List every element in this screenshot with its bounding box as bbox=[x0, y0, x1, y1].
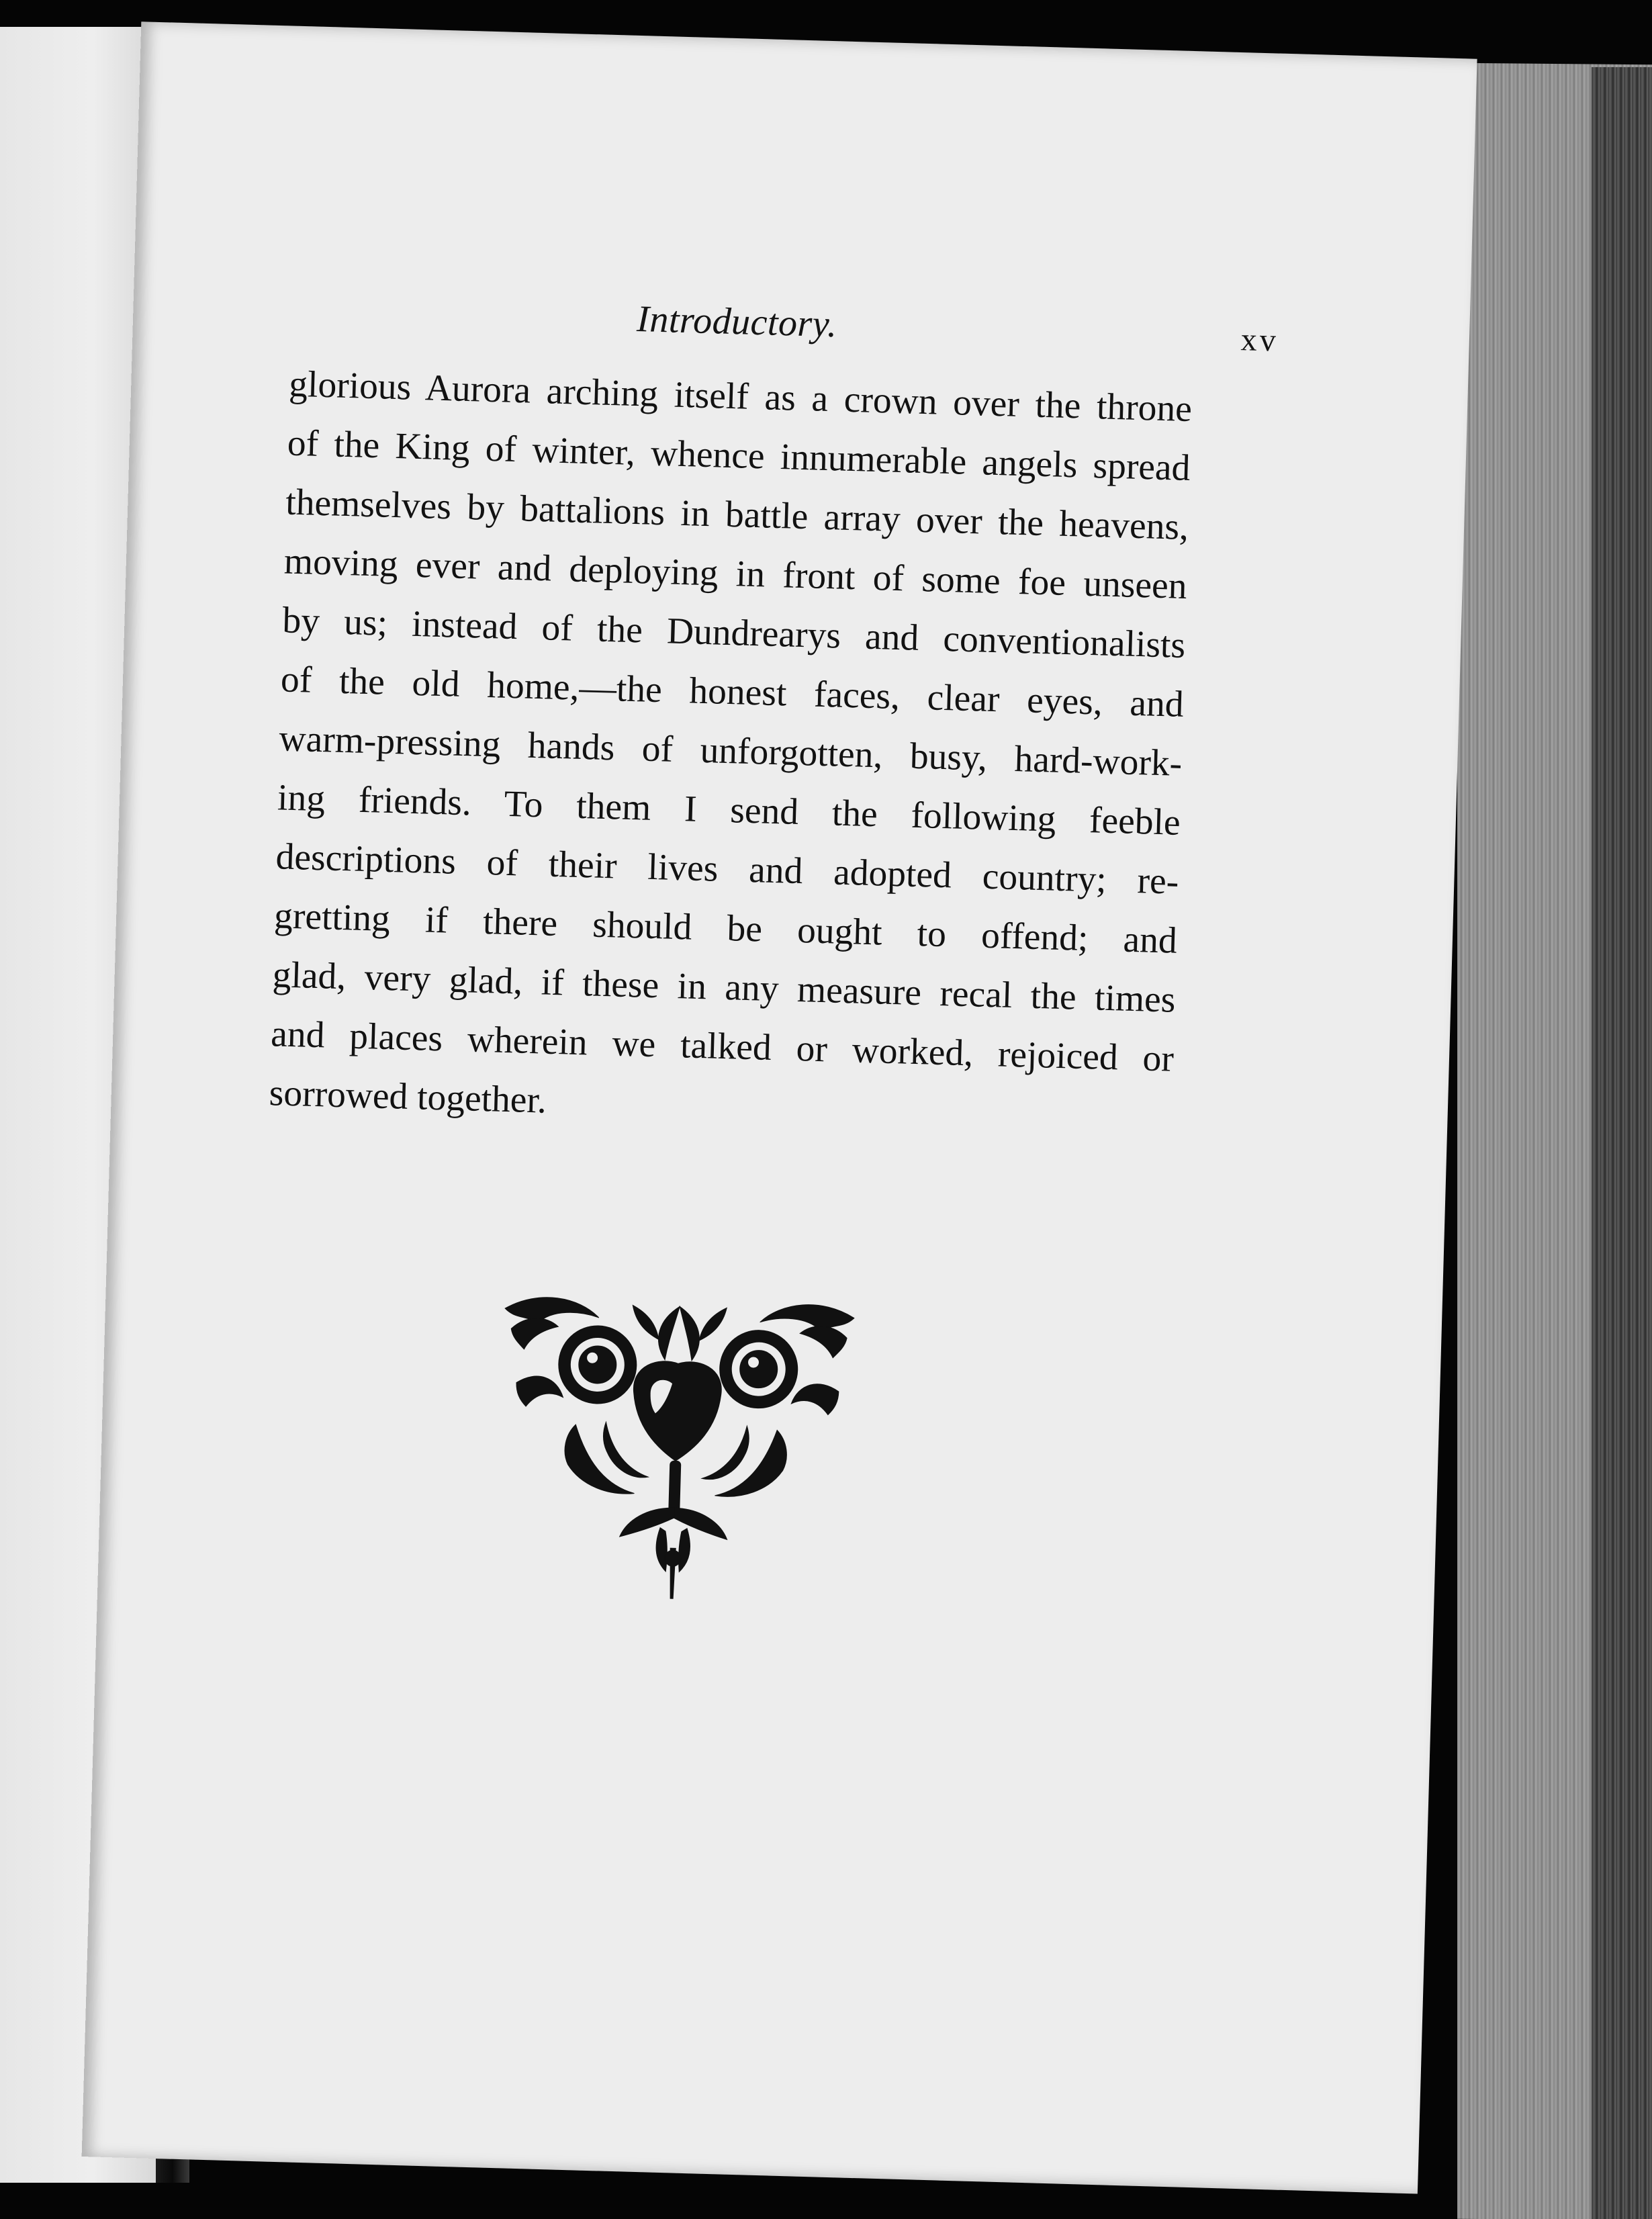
text-line: ing friends. To them I send the following feeble bbox=[277, 777, 1181, 844]
text-line: glorious Aurora arching itself as a crown over the throne bbox=[288, 363, 1193, 431]
text-line: and places wherein we talked or worked, rejoiced or bbox=[270, 1013, 1175, 1080]
page-edges-dark bbox=[1592, 67, 1652, 2219]
text-line: themselves by battalions in battle array over the heavens, bbox=[285, 482, 1189, 549]
text-line: moving ever and deploying in front of some foe unseen bbox=[283, 541, 1188, 608]
text-line: glad, very glad, if these in any measure recal the times bbox=[271, 954, 1177, 1021]
text-line: of the King of winter, whence innumerable angels spread bbox=[287, 422, 1191, 490]
text-line: by us; instead of the Dundrearys and conventionalists bbox=[281, 600, 1186, 666]
running-head: Introductory. bbox=[636, 298, 838, 346]
book-page bbox=[82, 21, 1477, 2193]
text-line: of the old home,—the honest faces, clear eyes, and bbox=[280, 659, 1185, 725]
text-line: descriptions of their lives and adopted country; re- bbox=[275, 836, 1180, 903]
text-line: sorrowed together. bbox=[269, 1073, 547, 1122]
floral-tailpiece-icon bbox=[490, 1288, 862, 1607]
text-line: gretting if there should be ought to offend; and bbox=[273, 895, 1178, 962]
page-number: xv bbox=[1240, 322, 1279, 359]
body-text bbox=[269, 355, 1193, 1148]
text-line: warm-pressing hands of unforgotten, busy, hard-work- bbox=[278, 718, 1183, 784]
